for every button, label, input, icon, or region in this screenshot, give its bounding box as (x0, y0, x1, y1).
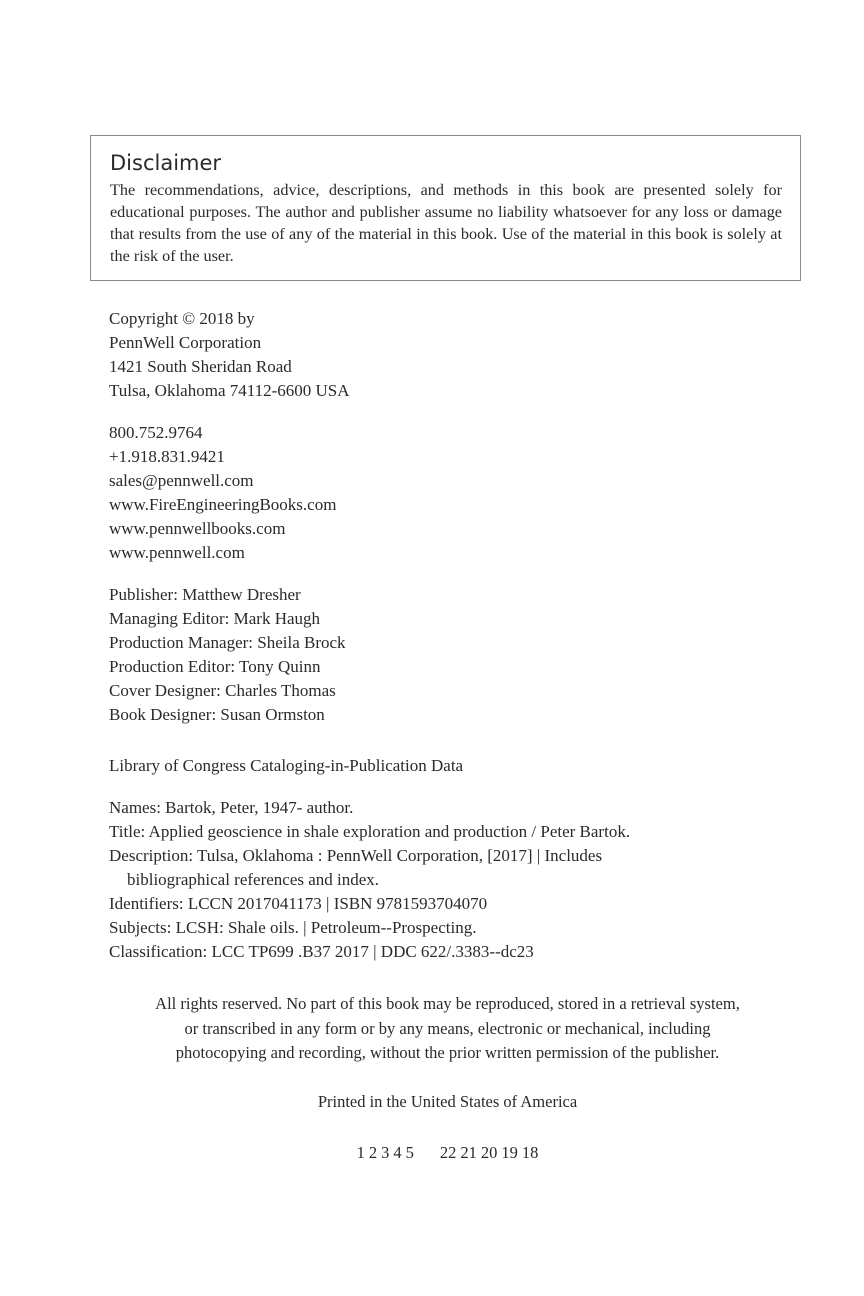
printing-number: 2 (368, 1143, 378, 1162)
cip-description: Description: Tulsa, Oklahoma : PennWell Corporation, [2017] | Includes (109, 846, 603, 865)
cip-subjects: Subjects: LCSH: Shale oils. | Petroleum--Prospecting. (109, 918, 477, 937)
printing-number: 5 (405, 1143, 414, 1162)
printing-number: 3 (381, 1143, 390, 1162)
credit-production-editor: Production Editor: Tony Quinn (109, 657, 321, 676)
contact-block (109, 421, 809, 565)
website-pennwell: www.pennwell.com (109, 543, 245, 562)
cip-identifiers: Identifiers: LCCN 2017041173 | ISBN 9781593704070 (109, 894, 488, 913)
printing-line (90, 1141, 805, 1165)
rights-line: photocopying and recording, without the prior written permission of the publisher. (175, 1043, 720, 1062)
rights-line: All rights reserved. No part of this book may be reproduced, stored in a retrieval system, (155, 994, 740, 1013)
credit-managing-editor: Managing Editor: Mark Haugh (109, 609, 321, 628)
credit-cover-designer: Cover Designer: Charles Thomas (109, 681, 336, 700)
disclaimer-box (90, 135, 801, 281)
disclaimer-title: Disclaimer (110, 151, 222, 175)
cip-block (109, 796, 809, 964)
address-city: Tulsa, Oklahoma 74112-6600 USA (109, 381, 350, 400)
credit-book-designer: Book Designer: Susan Ormston (109, 705, 325, 724)
rights-line: or transcribed in any form or by any means, electronic or mechanical, including (184, 1018, 711, 1038)
year-number: 21 (460, 1143, 477, 1162)
year-number: 22 (439, 1143, 457, 1162)
rights-statement (90, 992, 805, 1066)
phone-tollfree: 800.752.9764 (109, 423, 203, 442)
cip-heading-block (109, 754, 809, 778)
credits-block (109, 583, 809, 727)
printing-number: 4 (393, 1143, 402, 1162)
year-number: 18 (521, 1143, 539, 1162)
sales-email: sales@pennwell.com (109, 471, 254, 490)
address-street: 1421 South Sheridan Road (109, 357, 292, 376)
cip-names: Names: Bartok, Peter, 1947- author. (109, 798, 354, 817)
website-fireengineering: www.FireEngineeringBooks.com (109, 495, 337, 514)
cip-title: Title: Applied geoscience in shale exploration and production / Peter Bartok. (109, 822, 631, 841)
printing-number: 1 (356, 1143, 365, 1162)
cip-description-continued: bibliographical references and index. (127, 870, 380, 889)
phone-international: +1.918.831.9421 (109, 447, 225, 466)
credit-production-manager: Production Manager: Sheila Brock (109, 633, 346, 652)
copyright-block (109, 307, 809, 403)
cip-classification: Classification: LCC TP699 .B37 2017 | DDC 622/.3383--dc23 (109, 942, 534, 961)
publisher-name: PennWell Corporation (109, 333, 262, 352)
credit-publisher: Publisher: Matthew Dresher (109, 585, 301, 604)
year-number: 20 (480, 1143, 498, 1162)
copyright-line: Copyright © 2018 by (109, 309, 255, 328)
website-pennwellbooks: www.pennwellbooks.com (109, 519, 286, 538)
disclaimer-text: The recommendations, advice, descriptions, and methods in this book are presented solely for educational purposes. The author and publisher assume no liability whatsoever for any loss or damage that results from the use of any of the material in this book. Use of the material in this book is solely at the risk of the user. (110, 181, 782, 265)
printed-in: Printed in the United States of America (317, 1092, 578, 1111)
cip-heading: Library of Congress Cataloging-in-Publication Data (109, 756, 464, 775)
year-number: 19 (501, 1143, 518, 1162)
